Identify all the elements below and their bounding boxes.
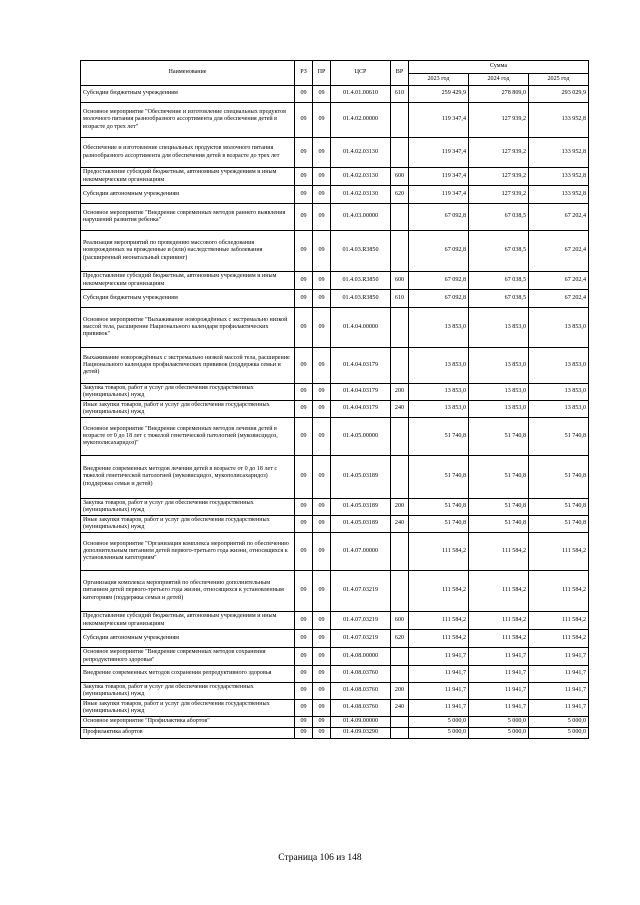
row-amount-2025: 11 941,7 (529, 700, 589, 717)
row-rz: 09 (295, 290, 313, 308)
row-pr: 09 (313, 103, 331, 138)
row-name: Предоставление субсидий бюджетным, автономным учреждениям и иным некоммерческим организациям (81, 612, 295, 630)
row-amount-2025: 5 000,0 (529, 728, 589, 739)
row-name: Основное мероприятие "Обеспечение и изготовление специальных продуктов молочного питания разнообразного ассортимента для обеспечения детей в возрасте до трех лет" (81, 103, 295, 138)
table-row (81, 290, 589, 308)
row-amount-2024: 13 853,0 (469, 348, 529, 384)
row-amount-2023: 11 941,7 (409, 683, 469, 700)
row-vr (391, 231, 409, 272)
row-rz: 09 (295, 717, 313, 728)
row-pr: 09 (313, 612, 331, 630)
header-year-2023: 2023 год (409, 74, 469, 86)
header-pr: ПР (313, 61, 331, 86)
row-amount-2023: 51 740,8 (409, 456, 469, 499)
row-amount-2024: 11 941,7 (469, 666, 529, 683)
row-name: Субсидии бюджетным учреждениям (81, 290, 295, 308)
row-csr: 01.4.02.03130 (331, 168, 391, 186)
row-rz: 09 (295, 348, 313, 384)
table-row (81, 186, 589, 204)
row-pr: 09 (313, 728, 331, 739)
header-rz: РЗ (295, 61, 313, 86)
header-sum: Сумма (409, 61, 589, 74)
row-amount-2023: 51 740,8 (409, 418, 469, 456)
row-vr: 200 (391, 384, 409, 401)
row-rz: 09 (295, 612, 313, 630)
budget-table-sheet (80, 60, 588, 739)
row-amount-2023: 111 584,2 (409, 630, 469, 648)
row-name: Основное мероприятие "Внедрение современных методов раннего выявления нарушений развития ребенка" (81, 204, 295, 231)
table-row (81, 204, 589, 231)
row-rz: 09 (295, 456, 313, 499)
row-rz: 09 (295, 728, 313, 739)
row-name: Основное мероприятие "Выхаживание новорождённых с экстремально низкой массой тела, расширение Национального календаря профилактических прививок" (81, 308, 295, 348)
row-csr: 01.4.07.00000 (331, 533, 391, 571)
row-csr: 01.4.07.03219 (331, 612, 391, 630)
row-amount-2025: 51 740,8 (529, 456, 589, 499)
row-name: Выхаживание новорождённых с экстремально низкой массой тела, расширение Национального календаря профилактических прививок (поддержка семьи и детей) (81, 348, 295, 384)
table-row (81, 456, 589, 499)
table-row (81, 717, 589, 728)
row-amount-2024: 5 000,0 (469, 728, 529, 739)
row-amount-2025: 111 584,2 (529, 533, 589, 571)
row-vr (391, 648, 409, 666)
row-amount-2023: 67 092,8 (409, 290, 469, 308)
row-rz: 09 (295, 401, 313, 418)
row-amount-2025: 11 941,7 (529, 648, 589, 666)
row-pr: 09 (313, 516, 331, 533)
row-pr: 09 (313, 571, 331, 612)
row-amount-2025: 13 853,0 (529, 348, 589, 384)
row-amount-2023: 5 000,0 (409, 717, 469, 728)
row-amount-2024: 127 939,2 (469, 138, 529, 168)
row-amount-2024: 51 740,8 (469, 418, 529, 456)
row-name: Субсидии автономным учреждениям (81, 630, 295, 648)
row-csr: 01.4.05.03189 (331, 456, 391, 499)
table-row (81, 630, 589, 648)
table-row (81, 683, 589, 700)
row-amount-2024: 111 584,2 (469, 533, 529, 571)
row-name: Предоставление субсидий бюджетным, автономным учреждениям и иным некоммерческим организациям (81, 168, 295, 186)
row-name: Предоставление субсидий бюджетным, автономным учреждениям и иным некоммерческим организациям (81, 272, 295, 290)
table-row (81, 571, 589, 612)
row-amount-2024: 11 941,7 (469, 648, 529, 666)
row-csr: 01.4.04.03179 (331, 348, 391, 384)
row-vr: 610 (391, 290, 409, 308)
row-csr: 01.4.07.03219 (331, 630, 391, 648)
header-year-2025: 2025 год (529, 74, 589, 86)
row-amount-2024: 67 038,5 (469, 231, 529, 272)
header-csr: ЦСР (331, 61, 391, 86)
row-csr: 01.4.03.R3850 (331, 290, 391, 308)
row-pr: 09 (313, 231, 331, 272)
row-vr (391, 571, 409, 612)
row-amount-2023: 67 092,8 (409, 204, 469, 231)
row-pr: 09 (313, 630, 331, 648)
row-amount-2024: 51 740,8 (469, 499, 529, 516)
row-pr: 09 (313, 533, 331, 571)
table-row (81, 384, 589, 401)
row-name: Закупка товаров, работ и услуг для обеспечения государственных (муниципальных) нужд (81, 683, 295, 700)
table-body (81, 86, 589, 739)
header-year-2024: 2024 год (469, 74, 529, 86)
row-vr: 200 (391, 683, 409, 700)
row-amount-2023: 5 000,0 (409, 728, 469, 739)
table-row (81, 103, 589, 138)
row-vr (391, 138, 409, 168)
table-row (81, 231, 589, 272)
row-rz: 09 (295, 700, 313, 717)
row-amount-2023: 13 853,0 (409, 308, 469, 348)
row-pr: 09 (313, 290, 331, 308)
row-vr (391, 717, 409, 728)
row-rz: 09 (295, 571, 313, 612)
row-amount-2025: 111 584,2 (529, 612, 589, 630)
row-pr: 09 (313, 186, 331, 204)
row-vr: 620 (391, 630, 409, 648)
row-amount-2024: 67 038,5 (469, 290, 529, 308)
row-rz: 09 (295, 138, 313, 168)
row-amount-2025: 133 952,8 (529, 103, 589, 138)
row-rz: 09 (295, 666, 313, 683)
row-rz: 09 (295, 204, 313, 231)
row-csr: 01.4.01.00610 (331, 86, 391, 103)
row-amount-2024: 111 584,2 (469, 612, 529, 630)
row-rz: 09 (295, 103, 313, 138)
row-amount-2023: 119 347,4 (409, 103, 469, 138)
row-amount-2024: 51 740,8 (469, 456, 529, 499)
row-amount-2024: 5 000,0 (469, 717, 529, 728)
row-amount-2025: 13 853,0 (529, 401, 589, 418)
row-name: Закупка товаров, работ и услуг для обеспечения государственных (муниципальных) нужд (81, 384, 295, 401)
table-row (81, 272, 589, 290)
row-csr: 01.4.09.03290 (331, 728, 391, 739)
row-amount-2023: 11 941,7 (409, 648, 469, 666)
table-row (81, 401, 589, 418)
row-pr: 09 (313, 499, 331, 516)
row-amount-2023: 13 853,0 (409, 384, 469, 401)
row-name: Иные закупки товаров, работ и услуг для обеспечения государственных (муниципальных) нужд (81, 401, 295, 418)
row-name: Основное мероприятие "Внедрение современных методов сохранения репродуктивного здоровья" (81, 648, 295, 666)
row-rz: 09 (295, 499, 313, 516)
row-vr: 600 (391, 168, 409, 186)
row-rz: 09 (295, 272, 313, 290)
row-vr (391, 204, 409, 231)
row-pr: 09 (313, 384, 331, 401)
row-amount-2023: 119 347,4 (409, 186, 469, 204)
row-vr: 240 (391, 700, 409, 717)
row-csr: 01.4.04.03179 (331, 384, 391, 401)
row-amount-2023: 67 092,8 (409, 272, 469, 290)
row-vr: 600 (391, 612, 409, 630)
row-rz: 09 (295, 683, 313, 700)
row-amount-2023: 119 347,4 (409, 138, 469, 168)
header-vr: ВР (391, 61, 409, 86)
row-vr: 610 (391, 86, 409, 103)
table-row (81, 168, 589, 186)
row-amount-2025: 293 029,9 (529, 86, 589, 103)
row-rz: 09 (295, 533, 313, 571)
table-row (81, 648, 589, 666)
row-amount-2025: 111 584,2 (529, 571, 589, 612)
table-row (81, 499, 589, 516)
row-rz: 09 (295, 630, 313, 648)
row-csr: 01.4.03.00000 (331, 204, 391, 231)
budget-table (80, 60, 589, 739)
row-amount-2025: 13 853,0 (529, 308, 589, 348)
row-amount-2023: 13 853,0 (409, 348, 469, 384)
row-amount-2025: 67 202,4 (529, 204, 589, 231)
row-amount-2025: 13 853,0 (529, 384, 589, 401)
table-header (81, 61, 589, 86)
row-amount-2025: 67 202,4 (529, 231, 589, 272)
row-vr: 200 (391, 499, 409, 516)
row-vr: 600 (391, 272, 409, 290)
row-name: Обеспечение и изготовление специальных продуктов молочного питания разнообразного ассортимента для обеспечения детей в возрасте до трех лет (81, 138, 295, 168)
row-pr: 09 (313, 272, 331, 290)
row-vr: 240 (391, 401, 409, 418)
row-amount-2024: 127 939,2 (469, 103, 529, 138)
row-amount-2023: 11 941,7 (409, 666, 469, 683)
table-row (81, 612, 589, 630)
row-amount-2025: 133 952,8 (529, 168, 589, 186)
row-vr (391, 456, 409, 499)
row-amount-2023: 111 584,2 (409, 533, 469, 571)
row-rz: 09 (295, 86, 313, 103)
row-name: Внедрение современных методов лечения детей в возрасте от 0 до 18 лет с тяжелой генетической патологией (муковисцидоз, мукополисахаридоз) (поддержка семьи и детей) (81, 456, 295, 499)
row-vr (391, 418, 409, 456)
row-amount-2024: 13 853,0 (469, 308, 529, 348)
row-csr: 01.4.03.R3850 (331, 231, 391, 272)
table-row (81, 516, 589, 533)
table-row (81, 666, 589, 683)
row-pr: 09 (313, 348, 331, 384)
row-amount-2024: 11 941,7 (469, 700, 529, 717)
row-csr: 01.4.02.03130 (331, 186, 391, 204)
row-vr (391, 533, 409, 571)
row-amount-2023: 51 740,8 (409, 516, 469, 533)
row-pr: 09 (313, 168, 331, 186)
row-amount-2024: 278 809,0 (469, 86, 529, 103)
table-row (81, 138, 589, 168)
row-name: Основное мероприятие "Внедрение современных методов лечения детей в возрасте от 0 до 18 лет с тяжелой генетической патологией (муковисцидоз, мукополисахаридоз)" (81, 418, 295, 456)
row-rz: 09 (295, 384, 313, 401)
row-amount-2024: 67 038,5 (469, 272, 529, 290)
row-amount-2025: 67 202,4 (529, 290, 589, 308)
row-amount-2024: 51 740,8 (469, 516, 529, 533)
table-row (81, 418, 589, 456)
table-row (81, 700, 589, 717)
row-rz: 09 (295, 308, 313, 348)
row-rz: 09 (295, 186, 313, 204)
row-amount-2023: 111 584,2 (409, 571, 469, 612)
row-amount-2025: 11 941,7 (529, 683, 589, 700)
row-csr: 01.4.05.00000 (331, 418, 391, 456)
row-name: Иные закупки товаров, работ и услуг для обеспечения государственных (муниципальных) нужд (81, 516, 295, 533)
row-vr (391, 728, 409, 739)
row-csr: 01.4.04.03179 (331, 401, 391, 418)
row-pr: 09 (313, 138, 331, 168)
table-row (81, 728, 589, 739)
row-amount-2024: 13 853,0 (469, 401, 529, 418)
row-name: Субсидии бюджетным учреждениям (81, 86, 295, 103)
row-amount-2025: 133 952,8 (529, 138, 589, 168)
row-rz: 09 (295, 648, 313, 666)
row-csr: 01.4.04.00000 (331, 308, 391, 348)
row-amount-2024: 13 853,0 (469, 384, 529, 401)
row-pr: 09 (313, 666, 331, 683)
row-pr: 09 (313, 418, 331, 456)
row-csr: 01.4.08.00000 (331, 648, 391, 666)
row-csr: 01.4.09.00000 (331, 717, 391, 728)
row-csr: 01.4.08.03760 (331, 683, 391, 700)
row-vr: 620 (391, 186, 409, 204)
row-csr: 01.4.08.03760 (331, 666, 391, 683)
row-amount-2025: 133 952,8 (529, 186, 589, 204)
row-name: Реализация мероприятий по проведению массового обследования новорожденных на врожденные и (или) наследственные заболевания (расширенный неонатальный скрининг) (81, 231, 295, 272)
row-amount-2023: 67 092,8 (409, 231, 469, 272)
row-rz: 09 (295, 516, 313, 533)
table-row (81, 86, 589, 103)
row-name: Организация комплекса мероприятий по обеспечению дополнительным питанием детей первого-третьего года жизни, относящихся к установленным категориям (поддержка семьи и детей) (81, 571, 295, 612)
row-csr: 01.4.02.00000 (331, 103, 391, 138)
row-amount-2025: 11 941,7 (529, 666, 589, 683)
row-pr: 09 (313, 717, 331, 728)
row-csr: 01.4.08.03760 (331, 700, 391, 717)
row-csr: 01.4.02.03130 (331, 138, 391, 168)
row-pr: 09 (313, 648, 331, 666)
row-name: Основное мероприятие "Профилактика абортов" (81, 717, 295, 728)
row-pr: 09 (313, 700, 331, 717)
row-amount-2025: 51 740,8 (529, 499, 589, 516)
row-amount-2024: 11 941,7 (469, 683, 529, 700)
row-amount-2025: 51 740,8 (529, 516, 589, 533)
row-amount-2025: 51 740,8 (529, 418, 589, 456)
row-csr: 01.4.05.03189 (331, 516, 391, 533)
table-row (81, 308, 589, 348)
row-name: Закупка товаров, работ и услуг для обеспечения государственных (муниципальных) нужд (81, 499, 295, 516)
row-csr: 01.4.03.R3850 (331, 272, 391, 290)
row-vr (391, 666, 409, 683)
page-number: Страница 106 из 148 (278, 853, 362, 863)
row-name: Иные закупки товаров, работ и услуг для обеспечения государственных (муниципальных) нужд (81, 700, 295, 717)
row-amount-2025: 111 584,2 (529, 630, 589, 648)
table-row (81, 348, 589, 384)
row-amount-2025: 67 202,4 (529, 272, 589, 290)
row-pr: 09 (313, 204, 331, 231)
row-name: Основное мероприятие "Организация комплекса мероприятий по обеспечению дополнительным питанием детей первого-третьего года жизни, относящихся к установленным категориям" (81, 533, 295, 571)
row-pr: 09 (313, 308, 331, 348)
row-amount-2023: 119 347,4 (409, 168, 469, 186)
row-amount-2023: 259 429,9 (409, 86, 469, 103)
row-vr: 240 (391, 516, 409, 533)
row-vr (391, 308, 409, 348)
row-amount-2025: 5 000,0 (529, 717, 589, 728)
row-amount-2023: 51 740,8 (409, 499, 469, 516)
row-csr: 01.4.07.03219 (331, 571, 391, 612)
row-pr: 09 (313, 683, 331, 700)
row-vr (391, 103, 409, 138)
row-amount-2023: 13 853,0 (409, 401, 469, 418)
row-amount-2024: 127 939,2 (469, 168, 529, 186)
header-name: Наименование (81, 61, 295, 86)
row-pr: 09 (313, 86, 331, 103)
row-amount-2024: 111 584,2 (469, 571, 529, 612)
row-name: Внедрение современных методов сохранения репродуктивного здоровья (81, 666, 295, 683)
row-pr: 09 (313, 401, 331, 418)
row-amount-2024: 127 939,2 (469, 186, 529, 204)
row-amount-2023: 111 584,2 (409, 612, 469, 630)
row-name: Профилактика абортов (81, 728, 295, 739)
row-pr: 09 (313, 456, 331, 499)
row-name: Субсидии автономным учреждениям (81, 186, 295, 204)
row-rz: 09 (295, 168, 313, 186)
row-vr (391, 348, 409, 384)
row-rz: 09 (295, 418, 313, 456)
table-row (81, 533, 589, 571)
row-csr: 01.4.05.03189 (331, 499, 391, 516)
row-amount-2023: 11 941,7 (409, 700, 469, 717)
row-amount-2024: 111 584,2 (469, 630, 529, 648)
row-rz: 09 (295, 231, 313, 272)
row-amount-2024: 67 038,5 (469, 204, 529, 231)
